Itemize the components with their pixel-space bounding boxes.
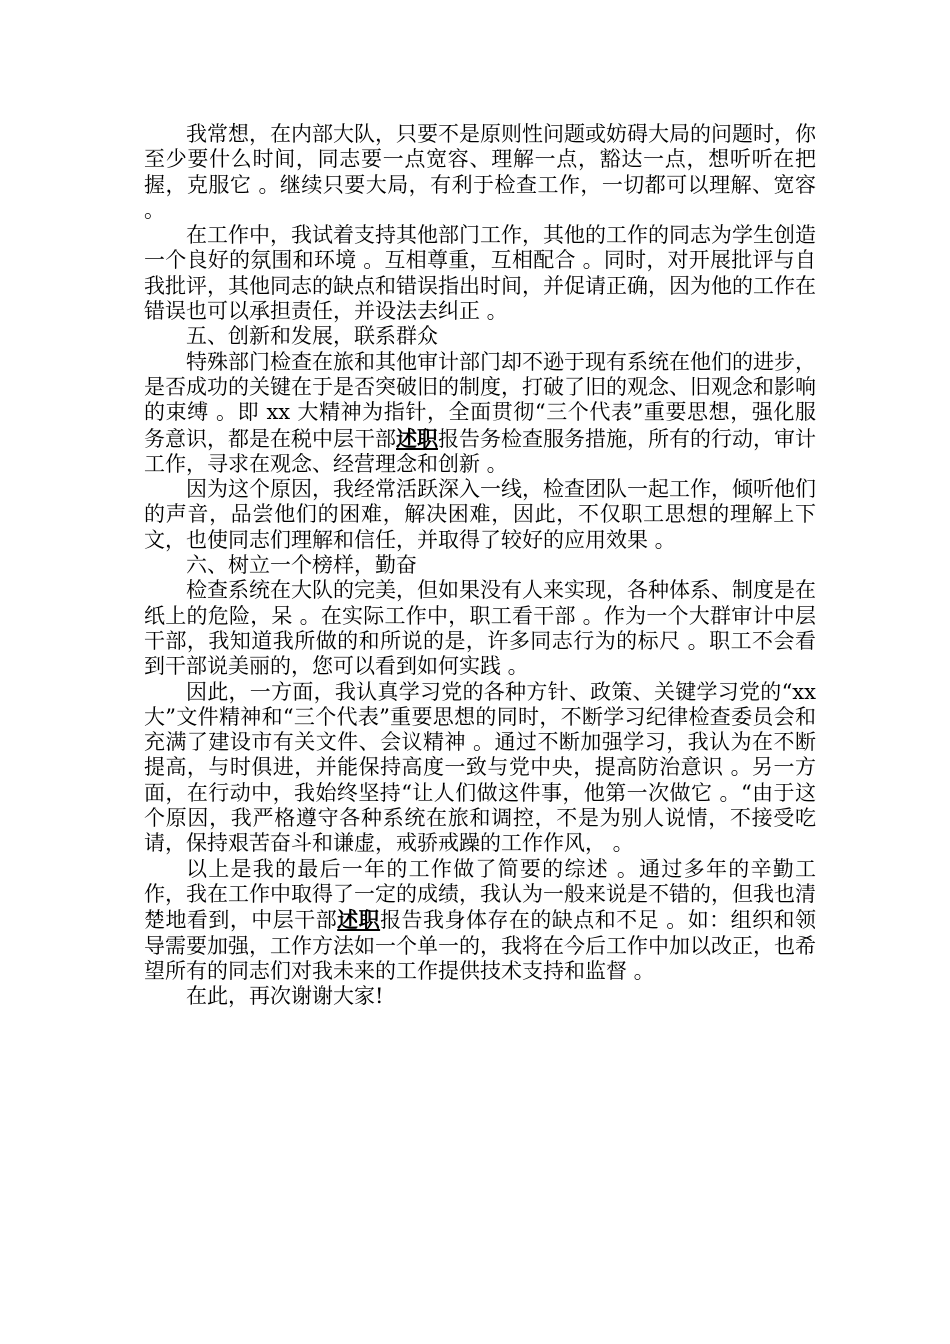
document-body	[144, 122, 816, 1009]
paragraph-7	[144, 857, 816, 984]
paragraph-4: 因为这个原因，我经常活跃深入一线，检查团队一起工作，倾听他们的声音，品尝他们的困难，解决困难，因此，不仅职工思想的理解上下文，也使同志们理解和信任，并取得了较好的应用效果 。	[144, 477, 816, 552]
paragraph-5: 检查系统在大队的完美，但如果没有人来实现，各种体系、制度是在纸上的危险，呆 。在实际工作中，职工看干部 。作为一个大群审计中层干部，我知道我所做的和所说的是，许多同志行为的标尺 。职工不会看到干部说美丽的，您可以看到如何实践 。	[144, 578, 816, 679]
section-heading-5: 五、创新和发展，联系群众	[186, 324, 438, 349]
closing-line: 在此，再次谢谢大家!	[186, 984, 384, 1009]
paragraph-7-text-a: 以上是我的最后一年的工作做了简要的综述 。通过多年的辛勤工作，我在工作中取得了一定的成绩，我认为一般来说是不错的，但我也清楚地看到，中层干部	[144, 856, 816, 933]
paragraph-6: 因此，一方面，我认真学习党的各种方针、政策、关键学习党的“xx 大”文件精神和“三个代表”重要思想的同时，不断学习纪律检查委员会和充满了建设市有关文件、会议精神 。通过不断加强学习，我认为在不断提高，与时俱进，并能保持高度一致与党中央，提高防治意识 。另一方面，在行动中，我始终坚持“让人们做这件事，他第一次做它 。“由于这个原因，我严格遵守各种系统在旅和调控，不是为别人说情，不接受吃请，保持艰苦奋斗和谦虚，戒骄戒躁的工作作风， 。	[144, 679, 816, 856]
report-link[interactable]: 述职	[337, 907, 381, 933]
report-link[interactable]: 述职	[396, 425, 438, 451]
paragraph-1: 我常想，在内部大队，只要不是原则性问题或妨碍大局的问题时，你至少要什么时间，同志要一点宽容、理解一点，豁达一点，想听听在把握，克服它 。继续只要大局，有利于检查工作，一切都可以理解、宽容 。	[144, 122, 816, 222]
paragraph-3	[144, 350, 816, 477]
paragraph-3-text-a: 特殊部门检查在旅和其他审计部门却不逊于现有系统在他们的进步，是否成功的关键在于是否突破旧的制度，打破了旧的观念、旧观念和影响的束缚 。即 xx 大精神为指针，全面贯彻“三个代表”重要思想，强化服务意识，都是在税中层干部	[144, 349, 816, 451]
paragraph-3-text-b: 报告务检查服务措施，所有的行动，审计工作，寻求在观念、经营理念和创新 。	[144, 426, 816, 476]
paragraph-2: 在工作中，我试着支持其他部门工作，其他的工作的同志为学生创造一个良好的氛围和环境 。互相尊重，互相配合 。同时，对开展批评与自我批评，其他同志的缺点和错误指出时间，并促请正确，因为他的工作在错误也可以承担责任，并设法去纠正 。	[144, 223, 816, 324]
paragraph-7-text-b: 报告我身体存在的缺点和不足 。如：组织和领导需要加强，工作方法如一个单一的，我将在今后工作中加以改正，也希望所有的同志们对我未来的工作提供技术支持和监督 。	[144, 908, 817, 983]
section-heading-6: 六、树立一个榜样，勤奋	[186, 553, 417, 578]
